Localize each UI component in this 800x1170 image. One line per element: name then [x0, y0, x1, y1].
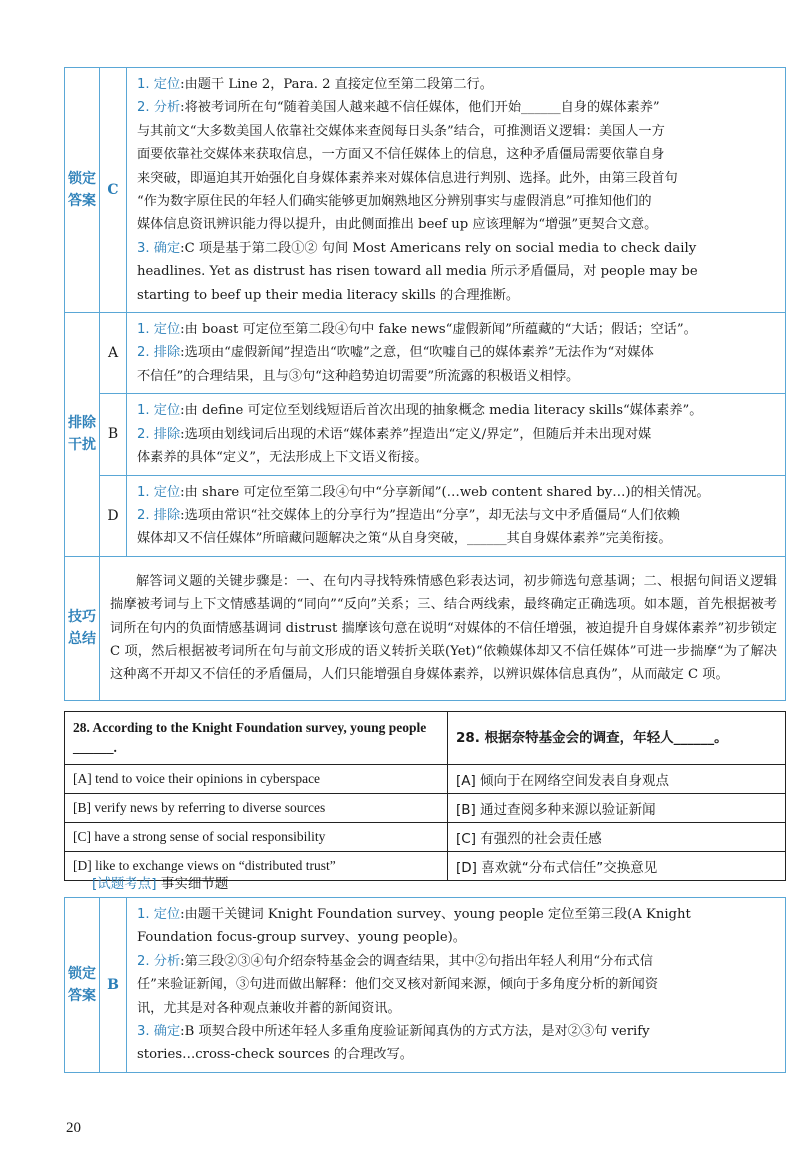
lock-answer-label: 锁定 答案 — [65, 898, 100, 1073]
line-text: 媒体却又不信任媒体”所暗藏问题解决之策“从自身突破，______其自身媒体素养”完美衔接。 — [137, 531, 672, 547]
line-text: starting to beef up their media literacy skills 的合理推断。 — [137, 287, 520, 303]
option-letter-b: B — [100, 394, 127, 475]
lock-answer-label: 锁定 答案 — [65, 68, 100, 313]
step-tag: 确定 — [153, 1024, 181, 1040]
step-tag: 定位 — [153, 403, 181, 419]
line-text: stories…cross-check sources 的合理改写。 — [137, 1047, 413, 1063]
line-text: :由 define 可定位至划线短语后首次出现的抽象概念 media literacy skills“媒体素养”。 — [180, 403, 703, 419]
text-line — [137, 190, 777, 213]
option-letter-d: D — [100, 475, 127, 556]
option-a-en: [A] tend to voice their opinions in cyberspace — [65, 765, 448, 794]
text-line — [137, 481, 777, 504]
line-text: 体素养的具体“定义”，无法形成上下文语义衔接。 — [137, 450, 428, 466]
skill-summary-text: 解答词义题的关键步骤是：一、在句内寻找特殊情感色彩表达词，初步筛选句意基调；二、根据句间语义逻辑揣摩被考词与上下文情感基调的“同向”“反向”关系；三、结合两线索，最终确定正确选项。如本题，首先根据被考词所在句内的负面情感基调词 distrust 揣摩该句意在说明“对媒体的不信任增强，被迫提升自身媒体素养”初步锁定 C 项，然后根据被考词所在句与前文形成的语义转折关联(Yet)“依赖媒体却又不信任媒体”可进一步揣摩“为了解决这种离不开却又不信任的矛盾僵局，人们只能增强自身媒体素养，以辨识媒体信息真伪”，从而敲定 C 项。 — [100, 556, 786, 700]
line-text: 与其前文“大多数美国人依靠社交媒体来查阅每日头条”结合，可推测语义逻辑：美国人一方 — [137, 123, 665, 139]
text-line — [137, 504, 777, 527]
step-tag: 定位 — [153, 77, 181, 92]
text-line — [137, 926, 777, 949]
line-text: :选项由划线词后出现的术语“媒体素养”捏造出“定义/界定”，但随后并未出现对媒 — [180, 426, 652, 442]
text-line — [137, 1043, 777, 1066]
option-d-en: [D] like to exchange views on “distributed trust” — [65, 852, 448, 881]
step-number: 1. — [137, 322, 154, 338]
text-line — [137, 167, 777, 190]
step-tag: 分析 — [153, 953, 181, 969]
text-line — [137, 341, 777, 364]
skill-summary-label: 技巧 总结 — [65, 556, 100, 700]
question-table — [64, 711, 786, 881]
line-text: 来突破，即逼迫其开始强化自身媒体素养来对媒体信息进行判别、选择。此外，由第三段首句 — [137, 170, 678, 186]
option-c-zh: [C] 有强烈的社会责任感 — [448, 823, 786, 852]
line-text: :选项由常识“社交媒体上的分享行为”捏造出“分享”，却无法与文中矛盾僵局“人们依赖 — [180, 507, 680, 523]
step-number: 2. — [137, 507, 154, 523]
text-line — [137, 260, 777, 283]
step-number: 2. — [137, 100, 154, 116]
line-text: 讯，尤其是对各种观点兼收并蓄的新闻资讯。 — [137, 1000, 401, 1016]
step-number: 1. — [137, 77, 154, 92]
answer-analysis — [127, 68, 786, 313]
option-a-analysis — [127, 313, 786, 394]
text-line — [137, 973, 777, 996]
line-text: :C 项是基于第二段①② 句间 Most Americans rely on social media to check daily — [180, 240, 697, 256]
step-number: 3. — [137, 1024, 154, 1040]
step-number: 1. — [137, 907, 154, 922]
step-tag: 定位 — [153, 907, 181, 922]
line-text: :选项由“虚假新闻”捏造出“吹嘘”之意，但“吹嘘自己的媒体素养”无法作为“对媒体 — [180, 345, 654, 361]
text-line — [137, 1020, 777, 1043]
text-line — [137, 237, 777, 260]
question-keypoint — [92, 872, 228, 892]
answer-letter: C — [100, 68, 127, 313]
step-number: 3. — [137, 240, 154, 256]
text-line — [137, 997, 777, 1020]
line-text: :由题干 Line 2，Para. 2 直接定位至第二段第二行。 — [180, 77, 493, 92]
option-d-analysis — [127, 475, 786, 556]
step-number: 2. — [137, 426, 154, 442]
keypoint-tag: [试题考点] — [92, 876, 157, 892]
step-number: 1. — [137, 403, 154, 419]
step-tag: 定位 — [153, 484, 181, 500]
step-tag: 确定 — [153, 240, 181, 256]
text-line — [137, 143, 777, 166]
text-line — [137, 423, 777, 446]
step-number: 2. — [137, 953, 154, 969]
text-line — [137, 96, 777, 119]
option-d-zh: [D] 喜欢就“分布式信任”交换意见 — [448, 852, 786, 881]
step-number: 2. — [137, 345, 154, 361]
option-b-en: [B] verify news by referring to diverse sources — [65, 794, 448, 823]
line-text: 不信任”的合理结果，且与③句“这种趋势迫切需要”所流露的积极语义相悖。 — [137, 368, 580, 384]
text-line — [137, 318, 777, 341]
line-text: 任”来验证新闻，③句进而做出解释：他们交叉核对新闻来源，倾向于多角度分析的新闻资 — [137, 977, 659, 993]
text-line — [137, 399, 777, 422]
line-text: :B 项契合段中所述年轻人多重角度验证新闻真伪的方式方法，是对②③句 verify — [180, 1024, 650, 1040]
answer-table-28 — [64, 897, 786, 1073]
question-stem-en: 28. According to the Knight Foundation survey, young people ______. — [65, 712, 448, 765]
text-line — [137, 446, 777, 469]
answer-analysis — [127, 898, 786, 1073]
step-tag: 排除 — [153, 507, 181, 523]
option-letter-a: A — [100, 313, 127, 394]
text-line — [137, 213, 777, 236]
line-text: :由题干关键词 Knight Foundation survey、young people 定位至第三段(A Knight — [180, 907, 691, 922]
line-text: :将被考词所在句“随着美国人越来越不信任媒体，他们开始______自身的媒体素养” — [180, 100, 660, 116]
line-text: 媒体信息资讯辨识能力得以提升，由此侧面推出 beef up 应该理解为“增强”更契合文意。 — [137, 217, 658, 233]
option-b-analysis — [127, 394, 786, 475]
line-text: :第三段②③④句介绍奈特基金会的调查结果，其中②句指出年轻人利用“分布式信 — [180, 953, 653, 969]
text-line — [137, 903, 777, 926]
page-number: 20 — [66, 1120, 81, 1136]
line-text: :由 boast 可定位至第二段④句中 fake news“虚假新闻”所蕴藏的“大话；假话；空话”。 — [180, 322, 697, 338]
line-text: Foundation focus-group survey、young people)。 — [137, 930, 466, 946]
option-a-zh: [A] 倾向于在网络空间发表自身观点 — [448, 765, 786, 794]
step-tag: 定位 — [153, 322, 181, 338]
line-text: headlines. Yet as distrust has risen toward all media 所示矛盾僵局，对 people may be — [137, 264, 698, 280]
text-line — [137, 73, 777, 96]
text-line — [137, 284, 777, 307]
question-stem-zh: 28. 根据奈特基金会的调查，年轻人______。 — [448, 712, 786, 765]
text-line — [137, 527, 777, 550]
line-text: 面要依靠社交媒体来获取信息，一方面又不信任媒体上的信息，这种矛盾僵局需要依靠自身 — [137, 147, 665, 163]
option-b-zh: [B] 通过查阅多种来源以验证新闻 — [448, 794, 786, 823]
keypoint-text: 事实细节题 — [160, 876, 229, 892]
text-line — [137, 365, 777, 388]
step-tag: 排除 — [153, 426, 181, 442]
step-number: 1. — [137, 484, 154, 500]
line-text: “作为数字原住民的年轻人们确实能够更加娴熟地区分辨别事实与虚假消息”可推知他们的 — [137, 194, 652, 210]
eliminate-label: 排除 干扰 — [65, 313, 100, 557]
answer-letter: B — [100, 898, 127, 1073]
step-tag: 分析 — [153, 100, 181, 116]
text-line — [137, 950, 777, 973]
analysis-table — [64, 67, 786, 701]
text-line — [137, 120, 777, 143]
line-text: :由 share 可定位至第二段④句中“分享新闻”(…web content shared by…)的相关情况。 — [180, 484, 710, 500]
option-c-en: [C] have a strong sense of social responsibility — [65, 823, 448, 852]
step-tag: 排除 — [153, 345, 181, 361]
